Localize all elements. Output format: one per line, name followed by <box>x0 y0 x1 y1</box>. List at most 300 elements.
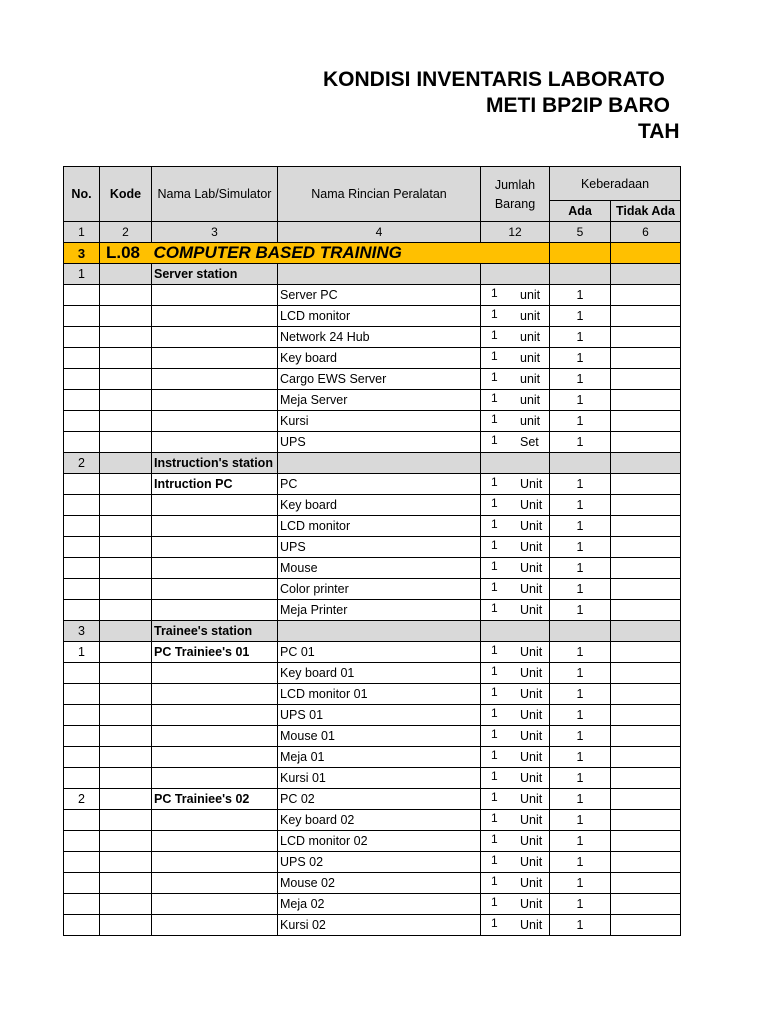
item-quantity <box>481 600 550 621</box>
item-quantity <box>481 873 550 894</box>
item-name: Meja Server <box>278 390 481 411</box>
item-tidak-ada <box>611 663 681 684</box>
item-no <box>64 852 100 873</box>
section-no: 3 <box>64 621 100 642</box>
item-quantity <box>481 852 550 873</box>
item-kode <box>100 894 152 915</box>
section-row <box>64 264 681 285</box>
item-quantity <box>481 684 550 705</box>
inventory-table <box>63 166 681 936</box>
item-ada: 1 <box>550 537 611 558</box>
item-no <box>64 915 100 936</box>
item-ada: 1 <box>550 768 611 789</box>
table-row <box>64 642 681 663</box>
header-tidak-ada: Tidak Ada <box>611 201 681 222</box>
quantity-value: 1 <box>491 517 498 531</box>
table-row <box>64 306 681 327</box>
item-lab-name <box>152 705 278 726</box>
item-lab-name <box>152 873 278 894</box>
quantity-value: 1 <box>491 475 498 489</box>
item-lab-name <box>152 663 278 684</box>
section-cell <box>611 264 681 285</box>
item-lab-name <box>152 348 278 369</box>
item-kode <box>100 411 152 432</box>
item-quantity <box>481 516 550 537</box>
item-name: Mouse 01 <box>278 726 481 747</box>
item-ada: 1 <box>550 327 611 348</box>
item-lab-name <box>152 390 278 411</box>
item-kode <box>100 306 152 327</box>
quantity-unit: Set <box>520 435 539 449</box>
item-no <box>64 537 100 558</box>
item-no <box>64 327 100 348</box>
column-number: 4 <box>278 222 481 243</box>
category-cell <box>611 243 681 264</box>
item-kode <box>100 348 152 369</box>
quantity-value: 1 <box>491 748 498 762</box>
item-lab-name <box>152 495 278 516</box>
item-quantity <box>481 327 550 348</box>
item-no <box>64 663 100 684</box>
quantity-value: 1 <box>491 790 498 804</box>
quantity-value: 1 <box>491 433 498 447</box>
section-cell <box>481 453 550 474</box>
item-name: Kursi 01 <box>278 768 481 789</box>
section-row <box>64 453 681 474</box>
item-name: LCD monitor 01 <box>278 684 481 705</box>
item-name: PC 01 <box>278 642 481 663</box>
header-nama-rincian: Nama Rincian Peralatan <box>278 167 481 222</box>
item-name: Kursi <box>278 411 481 432</box>
item-no <box>64 747 100 768</box>
table-row <box>64 558 681 579</box>
item-kode <box>100 768 152 789</box>
table-row <box>64 894 681 915</box>
quantity-value: 1 <box>491 601 498 615</box>
section-cell <box>550 621 611 642</box>
column-number: 6 <box>611 222 681 243</box>
table-row <box>64 810 681 831</box>
category-name: COMPUTER BASED TRAINING <box>152 243 481 264</box>
table-row <box>64 600 681 621</box>
item-no <box>64 600 100 621</box>
item-lab-name <box>152 327 278 348</box>
item-no <box>64 411 100 432</box>
item-kode <box>100 810 152 831</box>
table-row <box>64 390 681 411</box>
column-number: 5 <box>550 222 611 243</box>
table-row <box>64 768 681 789</box>
quantity-unit: Unit <box>520 918 543 932</box>
title-line-1: KONDISI INVENTARIS LABORATO <box>323 68 665 91</box>
item-kode <box>100 873 152 894</box>
quantity-value: 1 <box>491 559 498 573</box>
item-quantity <box>481 705 550 726</box>
item-tidak-ada <box>611 726 681 747</box>
header-no: No. <box>64 167 100 222</box>
quantity-unit: Unit <box>520 876 543 890</box>
table-row <box>64 411 681 432</box>
item-lab-name <box>152 894 278 915</box>
quantity-unit: Unit <box>520 519 543 533</box>
item-tidak-ada <box>611 327 681 348</box>
item-quantity <box>481 348 550 369</box>
quantity-unit: Unit <box>520 687 543 701</box>
item-no <box>64 768 100 789</box>
quantity-unit: Unit <box>520 561 543 575</box>
quantity-unit: Unit <box>520 645 543 659</box>
section-name: Trainee's station <box>152 621 278 642</box>
quantity-unit: Unit <box>520 834 543 848</box>
item-quantity <box>481 579 550 600</box>
column-number: 12 <box>481 222 550 243</box>
item-name: PC 02 <box>278 789 481 810</box>
item-ada: 1 <box>550 915 611 936</box>
quantity-value: 1 <box>491 685 498 699</box>
item-tidak-ada <box>611 432 681 453</box>
category-cell <box>481 243 550 264</box>
item-no <box>64 474 100 495</box>
item-tidak-ada <box>611 285 681 306</box>
item-name: Mouse 02 <box>278 873 481 894</box>
item-name: Color printer <box>278 579 481 600</box>
quantity-unit: unit <box>520 309 541 323</box>
section-cell <box>611 621 681 642</box>
table-row <box>64 348 681 369</box>
item-kode <box>100 369 152 390</box>
item-no <box>64 894 100 915</box>
item-no <box>64 432 100 453</box>
table-row <box>64 705 681 726</box>
table-row <box>64 516 681 537</box>
quantity-unit: unit <box>520 414 541 428</box>
quantity-value: 1 <box>491 643 498 657</box>
item-tidak-ada <box>611 537 681 558</box>
header-jumlah-line2: Barang <box>494 196 536 211</box>
item-tidak-ada <box>611 390 681 411</box>
item-tidak-ada <box>611 495 681 516</box>
section-cell <box>481 264 550 285</box>
quantity-value: 1 <box>491 916 498 930</box>
item-no <box>64 285 100 306</box>
item-no <box>64 348 100 369</box>
table-row <box>64 432 681 453</box>
item-lab-name <box>152 579 278 600</box>
quantity-unit: Unit <box>520 540 543 554</box>
quantity-unit: Unit <box>520 477 543 491</box>
item-kode <box>100 852 152 873</box>
item-ada: 1 <box>550 411 611 432</box>
section-cell <box>100 264 152 285</box>
category-cell <box>550 243 611 264</box>
quantity-unit: Unit <box>520 855 543 869</box>
item-quantity <box>481 537 550 558</box>
item-name: PC <box>278 474 481 495</box>
quantity-value: 1 <box>491 874 498 888</box>
item-no <box>64 831 100 852</box>
item-tidak-ada <box>611 642 681 663</box>
item-kode <box>100 432 152 453</box>
item-quantity <box>481 831 550 852</box>
section-name: Instruction's station <box>152 453 278 474</box>
item-tidak-ada <box>611 600 681 621</box>
item-tidak-ada <box>611 873 681 894</box>
table-row <box>64 663 681 684</box>
item-kode <box>100 600 152 621</box>
item-tidak-ada <box>611 894 681 915</box>
quantity-unit: Unit <box>520 603 543 617</box>
item-name: UPS 02 <box>278 852 481 873</box>
quantity-value: 1 <box>491 853 498 867</box>
quantity-value: 1 <box>491 727 498 741</box>
item-ada: 1 <box>550 390 611 411</box>
item-no <box>64 810 100 831</box>
item-lab-name <box>152 684 278 705</box>
quantity-value: 1 <box>491 349 498 363</box>
table-row <box>64 747 681 768</box>
item-quantity <box>481 726 550 747</box>
item-ada: 1 <box>550 831 611 852</box>
item-name: UPS <box>278 432 481 453</box>
quantity-value: 1 <box>491 832 498 846</box>
item-no <box>64 558 100 579</box>
section-cell <box>611 453 681 474</box>
item-quantity <box>481 642 550 663</box>
item-no <box>64 705 100 726</box>
item-kode <box>100 789 152 810</box>
section-cell <box>278 621 481 642</box>
quantity-unit: Unit <box>520 666 543 680</box>
item-lab-name <box>152 852 278 873</box>
section-cell <box>550 453 611 474</box>
item-name: Meja 02 <box>278 894 481 915</box>
item-ada: 1 <box>550 579 611 600</box>
item-ada: 1 <box>550 600 611 621</box>
table-row <box>64 579 681 600</box>
item-name: Mouse <box>278 558 481 579</box>
item-lab-name <box>152 432 278 453</box>
header-row <box>64 167 681 201</box>
quantity-value: 1 <box>491 664 498 678</box>
item-kode <box>100 915 152 936</box>
quantity-unit: Unit <box>520 897 543 911</box>
document-title <box>0 68 768 148</box>
section-name: Server station <box>152 264 278 285</box>
item-no <box>64 495 100 516</box>
quantity-unit: Unit <box>520 582 543 596</box>
table-row <box>64 873 681 894</box>
item-ada: 1 <box>550 306 611 327</box>
quantity-unit: unit <box>520 372 541 386</box>
quantity-unit: Unit <box>520 750 543 764</box>
item-no: 1 <box>64 642 100 663</box>
item-lab-name <box>152 411 278 432</box>
table-row <box>64 831 681 852</box>
item-ada: 1 <box>550 285 611 306</box>
quantity-unit: Unit <box>520 792 543 806</box>
item-kode <box>100 684 152 705</box>
item-tidak-ada <box>611 810 681 831</box>
item-ada: 1 <box>550 852 611 873</box>
quantity-value: 1 <box>491 538 498 552</box>
item-lab-name: PC Trainiee's 02 <box>152 789 278 810</box>
header-kode: Kode <box>100 167 152 222</box>
quantity-value: 1 <box>491 580 498 594</box>
item-quantity <box>481 306 550 327</box>
quantity-value: 1 <box>491 328 498 342</box>
item-no <box>64 726 100 747</box>
item-ada: 1 <box>550 348 611 369</box>
section-no: 1 <box>64 264 100 285</box>
item-tidak-ada <box>611 411 681 432</box>
item-tidak-ada <box>611 684 681 705</box>
item-ada: 1 <box>550 642 611 663</box>
section-cell <box>278 453 481 474</box>
category-no: 3 <box>64 243 100 264</box>
item-lab-name <box>152 558 278 579</box>
item-tidak-ada <box>611 558 681 579</box>
column-number: 2 <box>100 222 152 243</box>
item-name: Meja Printer <box>278 600 481 621</box>
item-lab-name <box>152 831 278 852</box>
item-kode <box>100 390 152 411</box>
item-tidak-ada <box>611 579 681 600</box>
item-name: Key board 01 <box>278 663 481 684</box>
table-row <box>64 726 681 747</box>
column-number-row <box>64 222 681 243</box>
item-ada: 1 <box>550 726 611 747</box>
item-quantity <box>481 915 550 936</box>
table-row <box>64 852 681 873</box>
item-ada: 1 <box>550 516 611 537</box>
item-lab-name <box>152 768 278 789</box>
item-quantity <box>481 789 550 810</box>
item-lab-name <box>152 369 278 390</box>
item-name: LCD monitor 02 <box>278 831 481 852</box>
quantity-unit: unit <box>520 330 541 344</box>
item-kode <box>100 516 152 537</box>
section-no: 2 <box>64 453 100 474</box>
quantity-value: 1 <box>491 769 498 783</box>
table-row <box>64 327 681 348</box>
quantity-unit: unit <box>520 288 541 302</box>
header-keberadaan: Keberadaan <box>550 167 681 201</box>
quantity-value: 1 <box>491 307 498 321</box>
item-lab-name <box>152 726 278 747</box>
item-quantity <box>481 411 550 432</box>
item-quantity <box>481 474 550 495</box>
item-quantity <box>481 747 550 768</box>
section-cell <box>100 453 152 474</box>
item-tidak-ada <box>611 789 681 810</box>
header-ada: Ada <box>550 201 611 222</box>
item-name: Server PC <box>278 285 481 306</box>
item-quantity <box>481 369 550 390</box>
item-tidak-ada <box>611 768 681 789</box>
item-quantity <box>481 495 550 516</box>
item-name: LCD monitor <box>278 306 481 327</box>
item-kode <box>100 537 152 558</box>
item-ada: 1 <box>550 705 611 726</box>
item-ada: 1 <box>550 810 611 831</box>
quantity-unit: Unit <box>520 729 543 743</box>
item-name: UPS 01 <box>278 705 481 726</box>
quantity-value: 1 <box>491 412 498 426</box>
section-cell <box>550 264 611 285</box>
item-quantity <box>481 810 550 831</box>
quantity-value: 1 <box>491 706 498 720</box>
quantity-unit: Unit <box>520 708 543 722</box>
item-name: Key board <box>278 348 481 369</box>
item-tidak-ada <box>611 831 681 852</box>
item-quantity <box>481 894 550 915</box>
item-lab-name <box>152 915 278 936</box>
quantity-value: 1 <box>491 895 498 909</box>
item-ada: 1 <box>550 684 611 705</box>
category-row <box>64 243 681 264</box>
quantity-value: 1 <box>491 391 498 405</box>
item-kode <box>100 705 152 726</box>
item-ada: 1 <box>550 474 611 495</box>
quantity-value: 1 <box>491 496 498 510</box>
quantity-unit: unit <box>520 351 541 365</box>
item-lab-name <box>152 600 278 621</box>
item-ada: 1 <box>550 432 611 453</box>
item-quantity <box>481 663 550 684</box>
item-no <box>64 369 100 390</box>
section-cell <box>481 621 550 642</box>
quantity-unit: Unit <box>520 498 543 512</box>
header-jumlah-line1: Jumlah <box>494 177 536 192</box>
item-ada: 1 <box>550 873 611 894</box>
item-quantity <box>481 768 550 789</box>
item-kode <box>100 747 152 768</box>
quantity-value: 1 <box>491 811 498 825</box>
item-name: Network 24 Hub <box>278 327 481 348</box>
item-ada: 1 <box>550 894 611 915</box>
item-quantity <box>481 558 550 579</box>
item-no <box>64 873 100 894</box>
item-kode <box>100 327 152 348</box>
item-name: Cargo EWS Server <box>278 369 481 390</box>
item-ada: 1 <box>550 558 611 579</box>
title-line-2: METI BP2IP BARO <box>486 94 670 117</box>
item-name: Kursi 02 <box>278 915 481 936</box>
quantity-value: 1 <box>491 286 498 300</box>
quantity-unit: Unit <box>520 813 543 827</box>
section-row <box>64 621 681 642</box>
quantity-unit: unit <box>520 393 541 407</box>
item-no <box>64 516 100 537</box>
item-kode <box>100 579 152 600</box>
item-ada: 1 <box>550 789 611 810</box>
item-tidak-ada <box>611 852 681 873</box>
item-ada: 1 <box>550 495 611 516</box>
item-lab-name <box>152 516 278 537</box>
item-tidak-ada <box>611 348 681 369</box>
table-row <box>64 369 681 390</box>
item-lab-name: PC Trainiee's 01 <box>152 642 278 663</box>
item-lab-name: Intruction PC <box>152 474 278 495</box>
category-kode: L.08 <box>100 243 152 264</box>
item-tidak-ada <box>611 369 681 390</box>
item-kode <box>100 495 152 516</box>
item-name: UPS <box>278 537 481 558</box>
item-kode <box>100 642 152 663</box>
header-jumlah-barang <box>481 167 550 222</box>
table-row <box>64 789 681 810</box>
item-kode <box>100 558 152 579</box>
